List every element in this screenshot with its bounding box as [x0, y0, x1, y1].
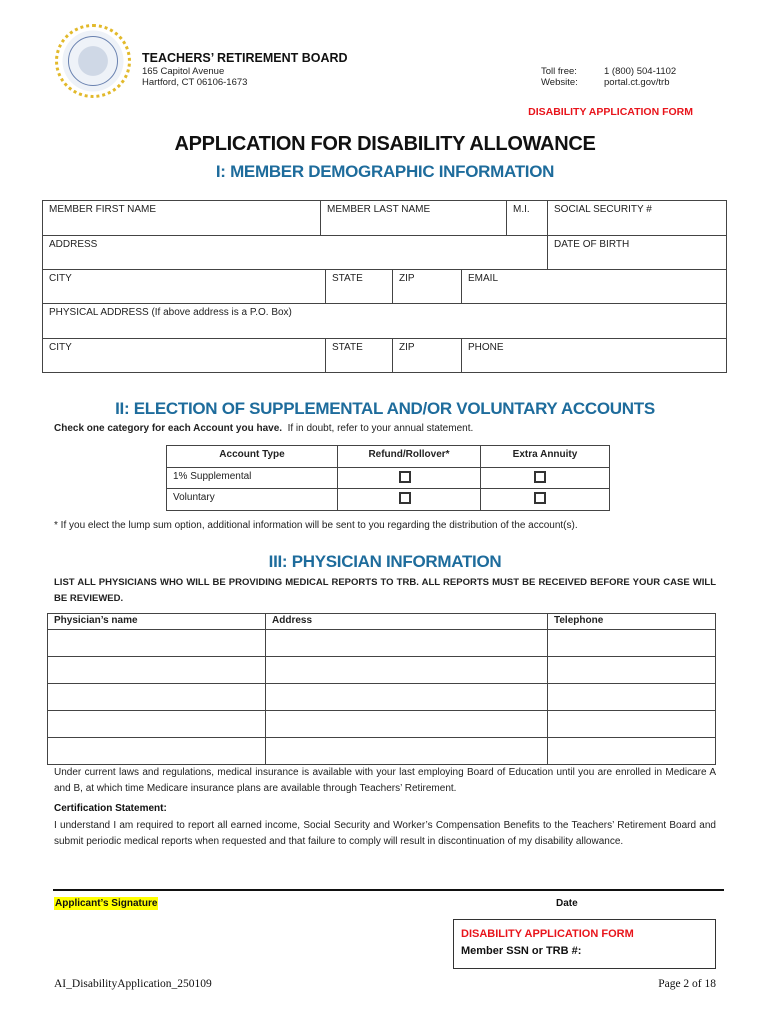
physician-address-cell[interactable] [265, 629, 548, 657]
city2-field[interactable] [42, 338, 326, 373]
field-label: EMAIL [468, 273, 499, 284]
physician-address-cell[interactable] [265, 737, 548, 765]
certification-text: I understand I am required to report all earned income, Social Security and Worker’s Compensation Benefits to the Teachers’ Retirement Board and submit periodic medical reports when requested and that failure to comply will result in discontinuation of my disability allowance. [54, 820, 716, 847]
page-number: Page 2 of 18 [658, 978, 716, 990]
insurance-text: Under current laws and regulations, medical insurance is available with your last employing Board of Education until you are enrolled in Medicare A and B, at which time Medicare insurance plans are available through Teachers’ Retirement. [54, 767, 716, 794]
voluntary-refund-checkbox[interactable] [399, 492, 411, 504]
field-label: MEMBER LAST NAME [327, 204, 431, 215]
field-label: MEMBER FIRST NAME [49, 204, 157, 215]
city-field[interactable] [42, 269, 326, 304]
section2-heading: II: ELECTION OF SUPPLEMENTAL AND/OR VOLUNTARY ACCOUNTS [115, 399, 655, 418]
field-label: PHONE [468, 342, 504, 353]
col-header: Refund/Rollover* [337, 445, 481, 468]
physical-address-field[interactable] [42, 303, 727, 339]
email-field[interactable] [461, 269, 727, 304]
section2-instruction [54, 423, 473, 434]
page-title: APPLICATION FOR DISABILITY ALLOWANCE [174, 133, 596, 155]
first-name-field[interactable] [42, 200, 321, 236]
date-label: Date [556, 898, 578, 909]
physician-address-cell[interactable] [265, 710, 548, 738]
physician-phone-cell[interactable] [547, 656, 716, 684]
physician-name-cell[interactable] [47, 656, 266, 684]
physician-phone-cell[interactable] [547, 737, 716, 765]
website-label: Website: [541, 77, 578, 88]
member-id-box [453, 919, 716, 969]
footer-form-tag: DISABILITY APPLICATION FORM [461, 928, 634, 940]
toll-free-value: 1 (800) 504-1102 [604, 66, 677, 77]
field-label: SOCIAL SECURITY # [554, 204, 652, 215]
last-name-field[interactable] [320, 200, 507, 236]
physician-name-cell[interactable] [47, 710, 266, 738]
col-header: Extra Annuity [480, 445, 610, 468]
section3-instruction: LIST ALL PHYSICIANS WHO WILL BE PROVIDING MEDICAL REPORTS TO TRB. ALL REPORTS MUST BE RECEIVED BEFORE YOUR CASE WILL BE REVIEWED. [54, 577, 716, 604]
field-label: M.I. [513, 204, 530, 215]
mi-field[interactable] [506, 200, 548, 236]
row-label: Voluntary [166, 488, 338, 511]
lump-sum-footnote: * If you elect the lump sum option, additional information will be sent to you regarding the distribution of the account(s). [54, 520, 578, 531]
state-field[interactable] [325, 269, 393, 304]
physician-phone-cell[interactable] [547, 683, 716, 711]
physician-phone-cell[interactable] [547, 629, 716, 657]
trb-seal-logo [55, 24, 131, 98]
zip-field[interactable] [392, 269, 462, 304]
col-header: Account Type [166, 445, 338, 468]
form-tag: DISABILITY APPLICATION FORM [528, 106, 693, 118]
field-label: ADDRESS [49, 239, 98, 250]
physician-name-cell[interactable] [47, 737, 266, 765]
field-label: ZIP [399, 342, 415, 353]
document-id: AI_DisabilityApplication_250109 [54, 978, 212, 990]
field-label: STATE [332, 273, 363, 284]
zip2-field[interactable] [392, 338, 462, 373]
field-label: STATE [332, 342, 363, 353]
phone-field[interactable] [461, 338, 727, 373]
supplemental-annuity-checkbox[interactable] [534, 471, 546, 483]
section1-heading: I: MEMBER DEMOGRAPHIC INFORMATION [215, 162, 555, 181]
physician-phone-cell[interactable] [547, 710, 716, 738]
website-link[interactable]: portal.ct.gov/trb [604, 77, 670, 88]
signature-label: Applicant’s Signature [55, 898, 158, 909]
address-line-2: Hartford, CT 06106-1673 [142, 77, 248, 88]
field-label: DATE OF BIRTH [554, 239, 630, 250]
instruction-bold: Check one category for each Account you have. [54, 423, 283, 434]
dob-field[interactable] [547, 235, 727, 270]
section3-heading: III: PHYSICIAN INFORMATION [268, 552, 502, 571]
col-header: Address [265, 613, 548, 630]
signature-line[interactable] [53, 889, 724, 891]
field-label: CITY [49, 273, 72, 284]
row-label: 1% Supplemental [166, 467, 338, 489]
physician-name-cell[interactable] [47, 629, 266, 657]
org-name: TEACHERS’ RETIREMENT BOARD [142, 51, 348, 65]
physician-address-cell[interactable] [265, 683, 548, 711]
field-label: PHYSICAL ADDRESS (If above address is a P.O. Box) [49, 307, 292, 318]
toll-free-label: Toll free: [541, 66, 577, 77]
address-line-1: 165 Capitol Avenue [142, 66, 225, 77]
field-label: CITY [49, 342, 72, 353]
supplemental-refund-checkbox[interactable] [399, 471, 411, 483]
col-header: Physician’s name [47, 613, 266, 630]
physician-name-cell[interactable] [47, 683, 266, 711]
instruction-text: If in doubt, refer to your annual statement. [287, 423, 474, 434]
col-header: Telephone [547, 613, 716, 630]
field-label: ZIP [399, 273, 415, 284]
ssn-field[interactable] [547, 200, 727, 236]
certification-label: Certification Statement: [54, 803, 167, 814]
physician-address-cell[interactable] [265, 656, 548, 684]
address-field[interactable] [42, 235, 548, 270]
voluntary-annuity-checkbox[interactable] [534, 492, 546, 504]
member-ssn-label: Member SSN or TRB #: [461, 945, 582, 957]
state2-field[interactable] [325, 338, 393, 373]
